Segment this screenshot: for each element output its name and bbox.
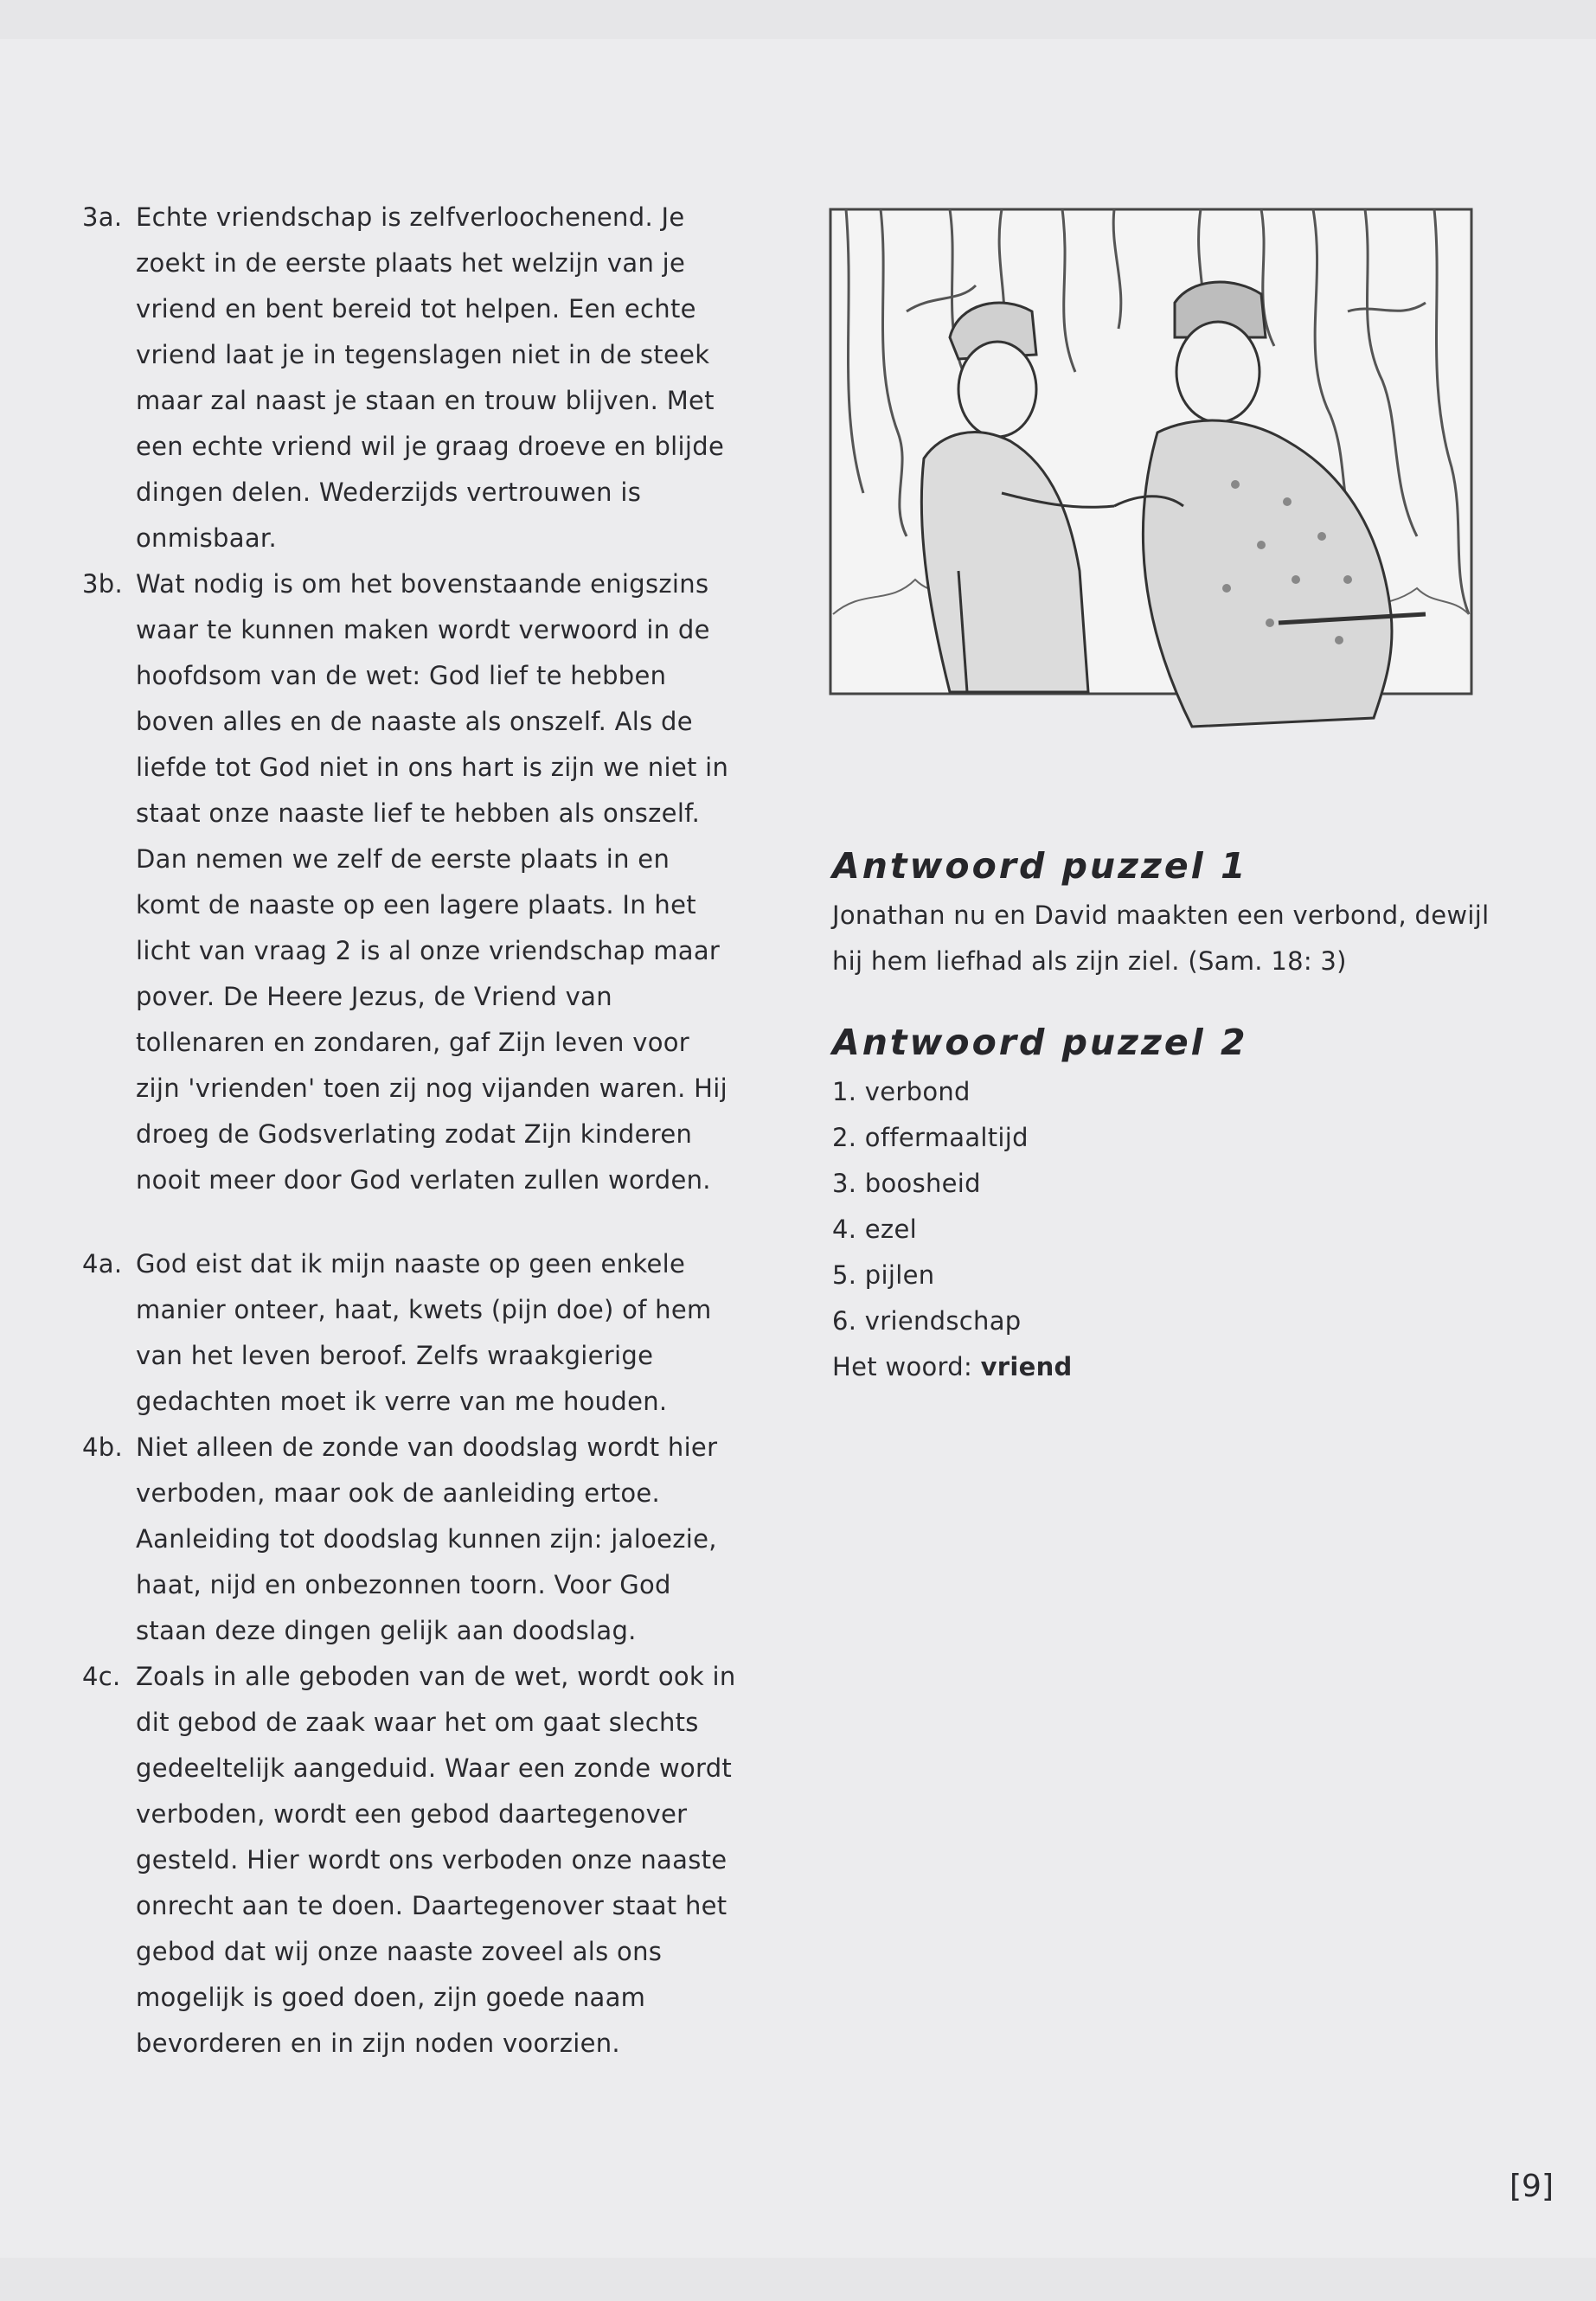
answer-text: Niet alleen de zonde van doodslag wordt hier verboden, maar ook de aanleiding ertoe. Aanleiding tot doodslag kunnen zijn: jaloezie, haat, nijd en onbezonnen toorn. Voor God staan deze dingen gelijk aan doodslag. bbox=[136, 1433, 718, 1645]
answer-text: Echte vriendschap is zelfverloochenend. Je zoekt in de eerste plaats het welzijn van je vriend en bent bereid tot helpen. Een echte vriend laat je in tegenslagen niet in de steek maar zal naast je staan en trouw blijven. Met een echte vriend wil je graag droeve en blijde dingen delen. Wederzijds vertrouwen is onmisbaar. bbox=[136, 202, 725, 553]
answer-text: Zoals in alle geboden van de wet, wordt ook in dit gebod de zaak waar het om gaat slechts gedeeltelijk aangeduid. Waar een zonde wordt verboden, wordt een gebod daartegenover gesteld. Hier wordt ons verboden onze naaste onrecht aan te doen. Daartegenover staat het gebod dat wij onze naaste zoveel als ons mogelijk is goed doen, zijn goede naam bevorderen en in zijn noden voorzien. bbox=[136, 1662, 736, 2058]
answer-3a bbox=[82, 195, 740, 561]
puzzle-answers bbox=[832, 839, 1490, 1390]
answer-number: 3a. bbox=[82, 202, 123, 232]
puzzle1-answer-text: Jonathan nu en David maakten een verbond, dewijl hij hem liefhad als zijn ziel. (Sam. 18: 3) bbox=[832, 901, 1490, 976]
answer-4a bbox=[82, 1241, 740, 1425]
puzzle2-heading: Antwoord puzzel 2 bbox=[832, 1022, 1248, 1063]
puzzle2-word-line bbox=[832, 1344, 1490, 1390]
answer-text: Wat nodig is om het bovenstaande enigszins waar te kunnen maken wordt verwoord in de hoofdsom van de wet: God lief te hebben boven alles en de naaste als onszelf. Als de liefde tot God niet in ons hart is zijn we niet in staat onze naaste lief te hebben als onszelf. Dan nemen we zelf de eerste plaats in en komt de naaste op een lagere plaats. In het licht van vraag 2 is al onze vriendschap maar pover. De Heere Jezus, de Vriend van tollenaren en zondaren, gaf Zijn leven voor zijn 'vrienden' toen zij nog vijanden waren. Hij droeg de Godsverlating zodat Zijn kinderen nooit meer door God verlaten zullen worden. bbox=[136, 569, 729, 1195]
page-number: [9] bbox=[1509, 2169, 1554, 2204]
puzzle2-item: 4. ezel bbox=[832, 1215, 917, 1244]
puzzle1-heading: Antwoord puzzel 1 bbox=[832, 845, 1248, 887]
answer-number: 4c. bbox=[82, 1662, 121, 1691]
puzzle2-item: 1. verbond bbox=[832, 1077, 971, 1106]
puzzle2-item: 2. offermaaltijd bbox=[832, 1123, 1029, 1152]
puzzle2-word-label: Het woord: bbox=[832, 1352, 981, 1381]
puzzle2-word: vriend bbox=[980, 1352, 1073, 1381]
answers-column bbox=[82, 195, 740, 2067]
answer-4b bbox=[82, 1425, 740, 1654]
answer-3b bbox=[82, 561, 740, 1203]
puzzle2-item: 3. boosheid bbox=[832, 1169, 981, 1198]
illustration-two-men-in-forest bbox=[829, 208, 1473, 761]
page bbox=[0, 39, 1596, 2258]
answer-number: 3b. bbox=[82, 569, 123, 599]
answer-text: God eist dat ik mijn naaste op geen enkele manier onteer, haat, kwets (pijn doe) of hem van het leven beroof. Zelfs wraakgierige gedachten moet ik verre van me houden. bbox=[136, 1249, 712, 1416]
puzzle2-item: 5. pijlen bbox=[832, 1260, 935, 1290]
answer-number: 4b. bbox=[82, 1433, 123, 1462]
answer-4c bbox=[82, 1654, 740, 2067]
answer-number: 4a. bbox=[82, 1249, 123, 1279]
puzzle2-item: 6. vriendschap bbox=[832, 1306, 1022, 1336]
